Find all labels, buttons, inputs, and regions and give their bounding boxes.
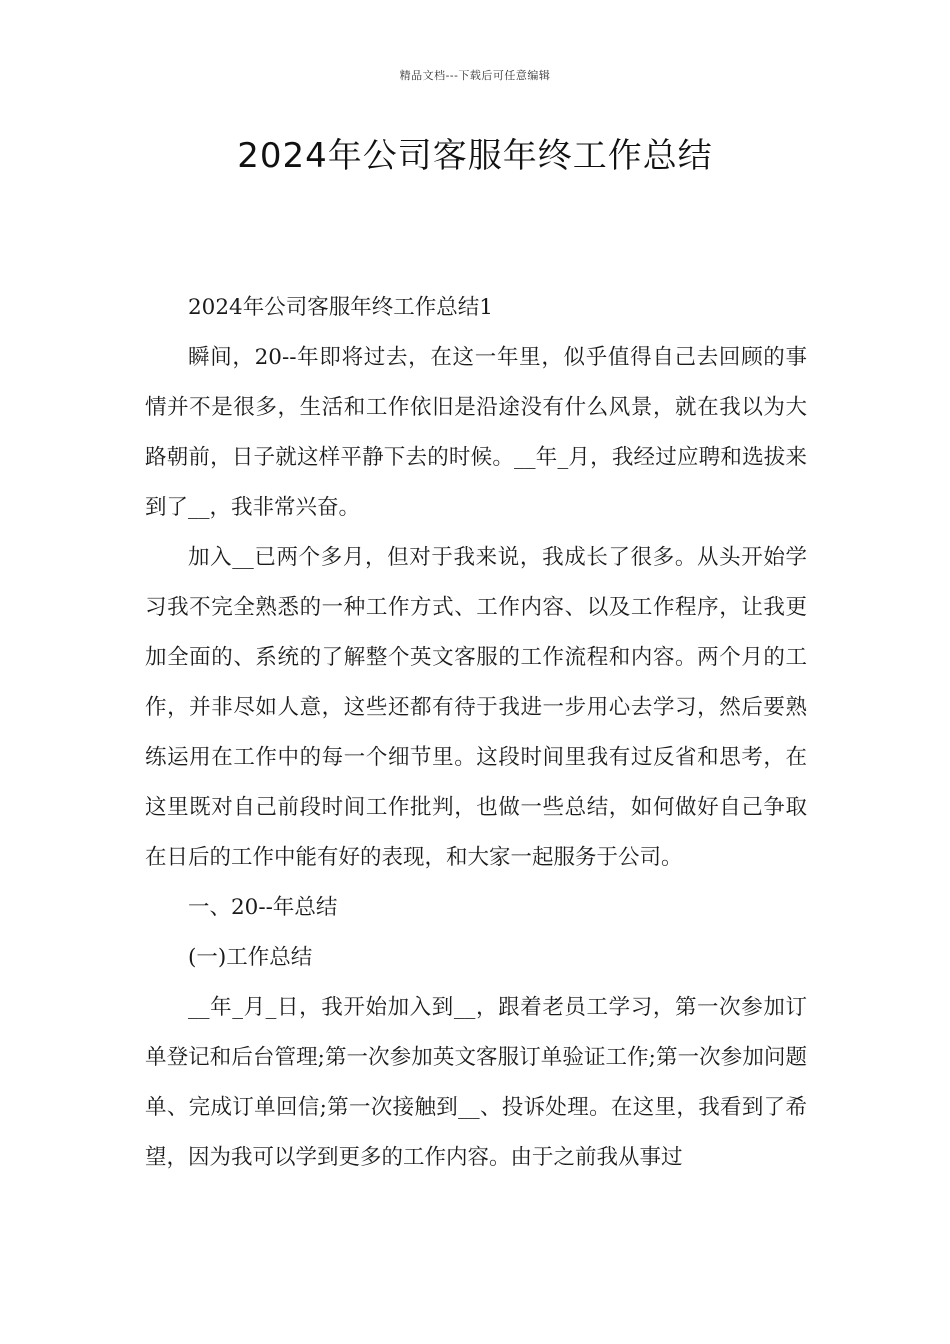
- section-heading-summary: 一、20--年总结: [188, 895, 338, 920]
- paragraph-intro: 瞬间，20--年即将过去，在这一年里，似乎值得自己去回顾的事情并不是很多，生活和工作依旧是沿途没有什么风景，就在我以为大路朝前，日子就这样平静下去的时候。__年_月，我经过应聘和选拔来到了__，我非常兴奋。: [145, 345, 807, 520]
- document-body: [145, 283, 807, 1183]
- subsection-heading-work: (一)工作总结: [188, 945, 313, 970]
- header-note: 精品文档---下载后可任意编辑: [399, 69, 551, 82]
- paragraph-growth: 加入__已两个多月，但对于我来说，我成长了很多。从头开始学习我不完全熟悉的一种工作方式、工作内容、以及工作程序，让我更加全面的、系统的了解整个英文客服的工作流程和内容。两个月的工作，并非尽如人意，这些还都有待于我进一步用心去学习，然后要熟练运用在工作中的每一个细节里。这段时间里我有过反省和思考，在这里既对自己前段时间工作批判，也做一些总结，如何做好自己争取在日后的工作中能有好的表现，和大家一起服务于公司。: [145, 545, 807, 870]
- paragraph-subtitle: 2024年公司客服年终工作总结1: [188, 295, 493, 320]
- document-title: 2024年公司客服年终工作总结: [237, 136, 713, 176]
- paragraph-work-details: __年_月_日，我开始加入到__，跟着老员工学习，第一次参加订单登记和后台管理;第一次参加英文客服订单验证工作;第一次参加问题单、完成订单回信;第一次接触到__、投诉处理。在这里，我看到了希望，因为我可以学到更多的工作内容。由于之前我从事过: [145, 995, 807, 1170]
